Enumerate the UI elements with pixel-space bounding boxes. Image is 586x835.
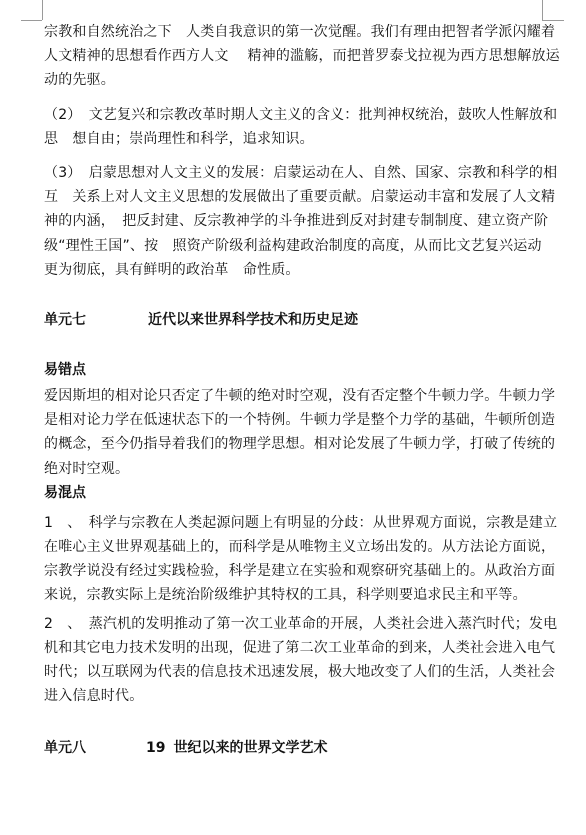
spacer <box>44 93 564 103</box>
text-line: （3） 启蒙思想对人文主义的发展：启蒙运动在人、自然、国家、宗教和科学的相 <box>44 165 558 182</box>
confusions-heading: 易混点 <box>44 484 86 501</box>
unit-8-label: 单元八 <box>44 740 86 757</box>
text-line: 来说，宗教实际上是统治阶级维护其特权的工具，科学则要追求民主和平等。 <box>44 587 527 604</box>
text-line: 的概念，至今仍指导着我们的物理学思想。相对论发展了牛顿力学，打破了传统的 <box>44 436 556 453</box>
text-line: 2 、 蒸汽机的发明推动了第一次工业革命的开展，人类社会进入蒸汽时代；发电 <box>44 615 558 632</box>
text-line: 级“理性王国”、按 照资产阶级利益构建政治制度的高度，从而比文艺复兴运动 <box>44 237 542 254</box>
text-line: 1 、 科学与宗教在人类起源问题上有明显的分歧：从世界观方面说，宗教是建立 <box>44 514 558 531</box>
unit-7-label: 单元七 <box>44 312 86 329</box>
text-line: 神的内涵， 把反封建、反宗教神学的斗争推进到反对封建专制制度、建立资产阶 <box>44 213 549 230</box>
confusions-item-1 <box>44 511 564 608</box>
text-line: 更为彻底，具有鲜明的政治革 命性质。 <box>44 261 300 278</box>
unit-8-number: 19 <box>146 740 166 757</box>
intro-paragraph <box>44 20 564 93</box>
text-line: 在唯心主义世界观基础上的，而科学是从唯物主义立场出发的。从方法论方面说， <box>44 539 556 556</box>
spacer <box>44 282 564 308</box>
text-line: 是相对论力学在低速状态下的一个特例。牛顿力学是整个力学的基础，牛顿所创造 <box>44 412 556 429</box>
text-line: 互 关系上对人文主义思想的发展做出了重要贡献。启蒙运动丰富和发展了人文精 <box>44 189 556 206</box>
spacer <box>44 708 564 736</box>
text-line: 人文精神的思想看作西方人文 精神的滥觞，而把普罗泰戈拉视为西方思想解放运 <box>44 48 560 65</box>
text-line: 动的先驱。 <box>44 72 115 89</box>
spacer <box>44 151 564 161</box>
text-line: 宗教学说没有经过实践检验，科学是建立在实验和观察研究基础上的。从政治方面 <box>44 563 556 580</box>
text-line: （2） 文艺复兴和宗教改革时期人文主义的含义：批判神权统治，鼓吹人性解放和 <box>44 106 558 123</box>
unit-7-title: 近代以来世界科学技术和历史足迹 <box>148 312 358 329</box>
page-corner-mark-left <box>42 0 43 20</box>
text-line: 宗教和自然统治之下 人类自我意识的第一次觉醒。我们有理由把智者学派闪耀着 <box>44 24 556 40</box>
errors-paragraph <box>44 384 564 481</box>
text-line: 时代；以互联网为代表的信息技术迅速发展，极大地改变了人们的生活，人类社会 <box>44 664 556 681</box>
unit-8-heading <box>44 736 564 760</box>
confusions-item-2 <box>44 612 564 709</box>
spacer <box>44 332 564 358</box>
text-line: 机和其它电力技术发明的出现，促进了第二次工业革命的到来，人类社会进入电气 <box>44 639 556 656</box>
errors-heading: 易错点 <box>44 362 86 379</box>
text-line: 爱因斯坦的相对论只否定了牛顿的绝对时空观，没有否定整个牛顿力学。牛顿力学 <box>44 388 556 405</box>
page-corner-mark-left-horizontal <box>21 20 42 21</box>
page-corner-mark-right <box>542 0 543 20</box>
text-line: 进入信息时代。 <box>44 688 144 705</box>
text-line: 绝对时空观。 <box>44 460 130 477</box>
text-line: 思 想自由；崇尚理性和科学，追求知识。 <box>44 130 314 147</box>
unit-7-heading <box>44 308 564 332</box>
unit-8-title: 世纪以来的世界文学艺术 <box>173 740 328 757</box>
document-body[interactable] <box>44 20 564 760</box>
point-3-paragraph <box>44 161 564 282</box>
point-2-paragraph <box>44 103 564 151</box>
